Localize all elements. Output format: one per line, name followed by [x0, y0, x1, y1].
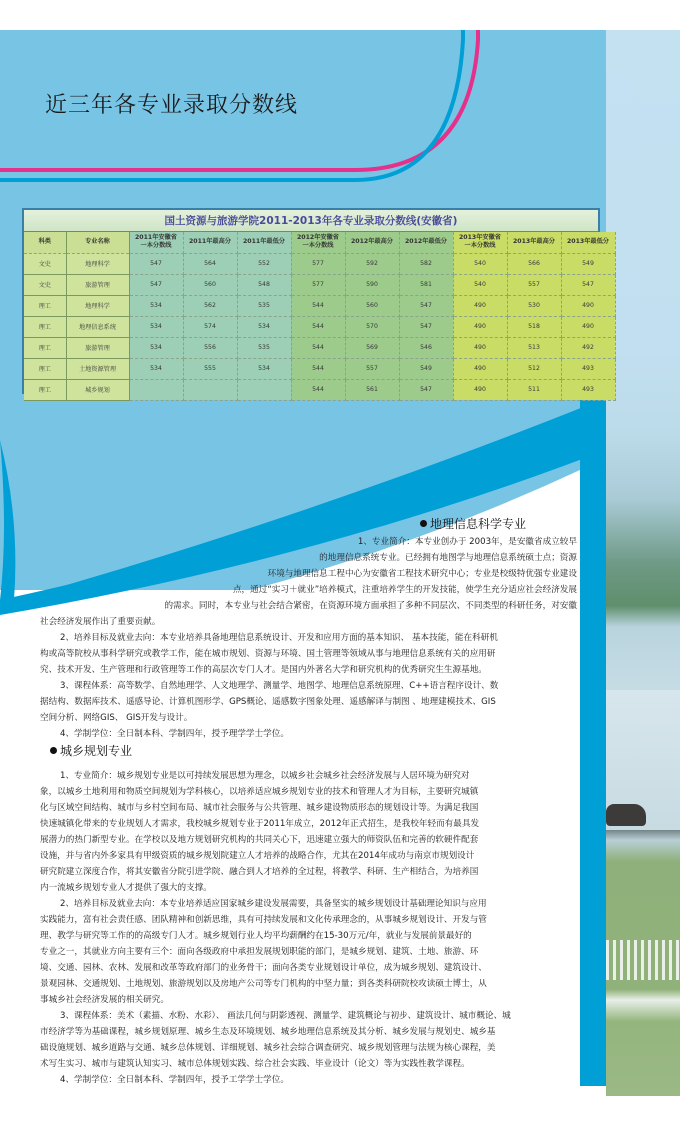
text-line: 的地理信息系统专业。已经拥有地图学与地理信息系统硕士点；资源 [319, 553, 577, 563]
table-row [24, 379, 615, 400]
text-line: 3、课程体系：高等数学、自然地理学、人文地理学、测量学、地图学、地理信息系统原理、C++语言程序设计、数 [60, 681, 499, 691]
score-cell: 544 [291, 358, 345, 379]
header-cell [129, 232, 183, 253]
score-cell: 581 [399, 274, 453, 295]
category-cell: 理工 [24, 358, 66, 379]
score-cell: 490 [453, 295, 507, 316]
blue-vertical-strip [580, 400, 606, 1086]
score-cell: 592 [345, 253, 399, 274]
score-cell: 557 [345, 358, 399, 379]
score-cell: 570 [345, 316, 399, 337]
text-line: 点，通过“实习＋就业”培养模式，注重培养学生的开发技能，使学生充分适应社会经济发展 [232, 585, 577, 595]
score-cell: 560 [345, 295, 399, 316]
score-cell: 493 [561, 358, 615, 379]
score-table [24, 232, 616, 401]
text-line: 3、课程体系：美术（素描、水粉、水彩）、 画法几何与阴影透视、测量学、建筑概论与初步、建筑设计、城市概论、城 [60, 1011, 511, 1021]
score-cell: 534 [129, 295, 183, 316]
major-cell: 土地资源管理 [66, 358, 129, 379]
score-cell: 574 [183, 316, 237, 337]
category-cell: 理工 [24, 295, 66, 316]
score-cell: 561 [345, 379, 399, 400]
score-cell: 540 [453, 274, 507, 295]
header-cell [453, 232, 507, 253]
score-cell: 547 [129, 274, 183, 295]
score-cell: 547 [399, 295, 453, 316]
header-line: 一本分数线 [140, 242, 172, 250]
bullet-icon [420, 520, 427, 527]
score-cell: 562 [183, 295, 237, 316]
text-line: 市经济学等为基础课程，城乡规划原理、城乡生态及环境规划、城乡地理信息系统及其分析、城乡发展与规划史、城乡基 [40, 1027, 496, 1037]
text-line: 事城乡社会经济发展的相关研究。 [40, 995, 169, 1005]
score-cell: 552 [237, 253, 291, 274]
score-cell: 512 [507, 358, 561, 379]
score-cell: 490 [453, 337, 507, 358]
text-line: 究、技术开发、生产管理和行政管理等工作的高层次专门人才。是国内外著名大学和研究机构的优秀研究生生源基地。 [40, 665, 487, 675]
major-cell: 地理信息系统 [66, 316, 129, 337]
text-line: 1、专业简介：本专业创办于 2003年，是安徽省成立较早 [357, 537, 577, 547]
table-caption: 国土资源与旅游学院2011-2013年各专业录取分数线(安徽省) [24, 210, 598, 232]
score-cell: 490 [561, 295, 615, 316]
major-cell: 旅游管理 [66, 274, 129, 295]
text-line: 象，以城乡土地利用和物质空间规划为学科核心，以培养适应城乡规划专业的技术和管理人才为目标，主要研究城镇 [40, 787, 479, 797]
text-line: 研究院建立深度合作，将其安徽省分院引进学院、融合到人才培养的全过程，将教学、科研、生产相结合，为培养国 [40, 867, 479, 877]
category-cell: 理工 [24, 379, 66, 400]
section-title-gis [20, 514, 580, 534]
header-cell: 2012年最低分 [399, 232, 453, 253]
score-cell: 544 [291, 379, 345, 400]
header-cell: 2012年最高分 [345, 232, 399, 253]
score-cell: 511 [507, 379, 561, 400]
score-cell: 547 [129, 253, 183, 274]
page-title: 近三年各专业录取分数线 [45, 93, 299, 118]
score-cell: 518 [507, 316, 561, 337]
text-line: 内一流城乡规划专业人才提供了强大的支撑。 [40, 883, 212, 893]
table-row [24, 358, 615, 379]
score-cell: 534 [237, 316, 291, 337]
text-line: 展潜力的热门新型专业。在学校以及地方规划研究机构的共同关心下，迅速建立强大的师资队伍和完善的软硬件配套 [40, 835, 479, 845]
text-line: 4、学制学位：全日制本科、学制四年，授予理学学士学位。 [60, 729, 289, 739]
header-cell [291, 232, 345, 253]
major-cell: 城乡规划 [66, 379, 129, 400]
score-cell: 544 [291, 295, 345, 316]
category-cell: 理工 [24, 337, 66, 358]
header-cell: 科类 [24, 232, 66, 253]
score-cell: 544 [291, 316, 345, 337]
table-row [24, 295, 615, 316]
text-line: 境、交通、园林、农林、发展和改革等政府部门的业务骨干；面向各类专业规划设计单位，成为城乡规划、建筑设计、 [40, 963, 487, 973]
score-cell: 490 [453, 379, 507, 400]
score-cell: 546 [399, 337, 453, 358]
score-cell [237, 379, 291, 400]
header-line: 一本分数线 [464, 242, 496, 250]
section-urban-planning [40, 740, 580, 1088]
score-cell: 493 [561, 379, 615, 400]
table-row [24, 316, 615, 337]
text-line: 环境与地理信息工程中心为安徽省工程技术研究中心；专业是校级特优强专业建设 [267, 569, 577, 579]
score-cell: 548 [237, 274, 291, 295]
score-cell: 555 [183, 358, 237, 379]
table-body [24, 253, 615, 400]
score-cell: 560 [183, 274, 237, 295]
score-cell: 540 [453, 253, 507, 274]
score-cell: 534 [129, 337, 183, 358]
table-row [24, 337, 615, 358]
score-cell [183, 379, 237, 400]
score-cell: 534 [129, 358, 183, 379]
table-header-row [24, 232, 615, 253]
score-cell: 490 [453, 358, 507, 379]
header-line: 2011年安徽省 [135, 234, 177, 242]
major-cell: 旅游管理 [66, 337, 129, 358]
score-cell: 557 [507, 274, 561, 295]
score-cell: 549 [399, 358, 453, 379]
score-cell: 549 [561, 253, 615, 274]
header-cell: 2011年最高分 [183, 232, 237, 253]
text-line: 专业之一，其就业方向主要有三个：面向各级政府中承担发展规划职能的部门，是城乡规划、建筑、土地、旅游、环 [40, 947, 479, 957]
text-line: 2、培养目标及就业去向：本专业培养适应国家城乡建设发展需要，具备坚实的城乡规划设计基础理论知识与应用 [60, 899, 487, 909]
table-row [24, 274, 615, 295]
admission-score-table [22, 208, 609, 394]
header-cell: 专业名称 [66, 232, 129, 253]
score-cell: 564 [183, 253, 237, 274]
major-cell: 地理科学 [66, 253, 129, 274]
score-cell: 492 [561, 337, 615, 358]
text-line: 1、专业简介：城乡规划专业是以可持续发展思想为理念，以城乡社会城乡社会经济发展与人居环境为研究对 [60, 771, 470, 781]
score-cell [129, 379, 183, 400]
score-cell: 577 [291, 274, 345, 295]
section-title-text: 地理信息科学专业 [430, 517, 527, 531]
score-cell: 530 [507, 295, 561, 316]
text-line: 构或高等院校从事科学研究或教学工作，能在城市规划、资源与环境、国土管理等领域从事与地理信息系统有关的应用研 [40, 649, 496, 659]
section-title-urban [40, 740, 580, 762]
score-cell: 577 [291, 253, 345, 274]
score-cell: 582 [399, 253, 453, 274]
text-line: 快速城镇化带来的专业规划人才需求，我校城乡规划专业于2011年成立，2012年正式招生，是我校年轻而有最具发 [40, 819, 480, 829]
text-line: 础设施规划、城乡道路与交通、城乡总体规划、详细规划、城乡社会综合调查研究、城乡规划管理与法规为核心课程，美 [40, 1043, 496, 1053]
text-line: 社会经济发展作出了重要贡献。 [40, 617, 161, 627]
section-gis [20, 514, 580, 742]
score-cell: 534 [129, 316, 183, 337]
text-line: 空间分析、网络GIS、 GIS开发与设计。 [40, 713, 193, 723]
major-cell: 地理科学 [66, 295, 129, 316]
bullet-icon [50, 747, 57, 754]
header-cell: 2013年最低分 [561, 232, 615, 253]
category-cell: 文史 [24, 253, 66, 274]
category-cell: 文史 [24, 274, 66, 295]
header-line: 2013年安徽省 [459, 234, 501, 242]
text-line: 4、学制学位：全日制本科、学制四年，授予工学学士学位。 [60, 1075, 289, 1085]
section-title-text: 城乡规划专业 [60, 744, 133, 758]
text-line: 的需求。同时，本专业与社会结合紧密，在资源环境方面承担了多种不同层次、不同类型的科研任务，对安徽 [164, 601, 577, 611]
text-line: 设施，并与省内外多家具有甲级资质的城乡规划院建立人才培养的战略合作，尤其在2014年成功与南京市规划设计 [40, 851, 475, 861]
text-line: 2、培养目标及就业去向：本专业培养具备地理信息系统设计、开发和应用方面的基本知识、 基本技能，能在科研机 [60, 633, 498, 643]
text-line: 景观园林、交通规划、土地规划、旅游规划以及房地产公司等专门机构的中坚力量；到各类科研院校攻读硕士博士，从 [40, 979, 487, 989]
text-line: 理、教学与研究等工作的的高级专门人才。城乡规划行业人均平均薪酬约在15-30万元/年，就业与发展前景最好的 [40, 931, 472, 941]
score-cell: 556 [183, 337, 237, 358]
text-line: 化与区域空间结构、城市与乡村空间布局、城市社会服务与公共管理、城乡建设物质形态的规划设计等。为满足我国 [40, 803, 479, 813]
score-cell: 490 [453, 316, 507, 337]
score-cell: 535 [237, 295, 291, 316]
score-cell: 535 [237, 337, 291, 358]
category-cell: 理工 [24, 316, 66, 337]
score-cell: 547 [561, 274, 615, 295]
header-cell: 2013年最高分 [507, 232, 561, 253]
score-cell: 566 [507, 253, 561, 274]
text-line: 术写生实习、城市与建筑认知实习、城市总体规划实践、综合社会实践、毕业设计（论文）等为实践性教学课程。 [40, 1059, 470, 1069]
text-line: 实践能力，富有社会责任感、团队精神和创新思维，具有可持续发展和文化传承理念的，从事城乡规划设计、开发与管 [40, 915, 487, 925]
score-cell: 544 [291, 337, 345, 358]
header-line: 2012年安徽省 [297, 234, 339, 242]
text-line: 据结构、数据库技术、遥感导论、计算机图形学、GPS概论、遥感数字图象处理、遥感解译与制图 、地理建模技术、GIS [40, 697, 496, 707]
score-cell: 569 [345, 337, 399, 358]
header-line: 一本分数线 [302, 242, 334, 250]
header-cell: 2011年最低分 [237, 232, 291, 253]
score-cell: 590 [345, 274, 399, 295]
score-cell: 513 [507, 337, 561, 358]
table-row [24, 253, 615, 274]
score-cell: 490 [561, 316, 615, 337]
score-cell: 534 [237, 358, 291, 379]
score-cell: 547 [399, 379, 453, 400]
score-cell: 547 [399, 316, 453, 337]
